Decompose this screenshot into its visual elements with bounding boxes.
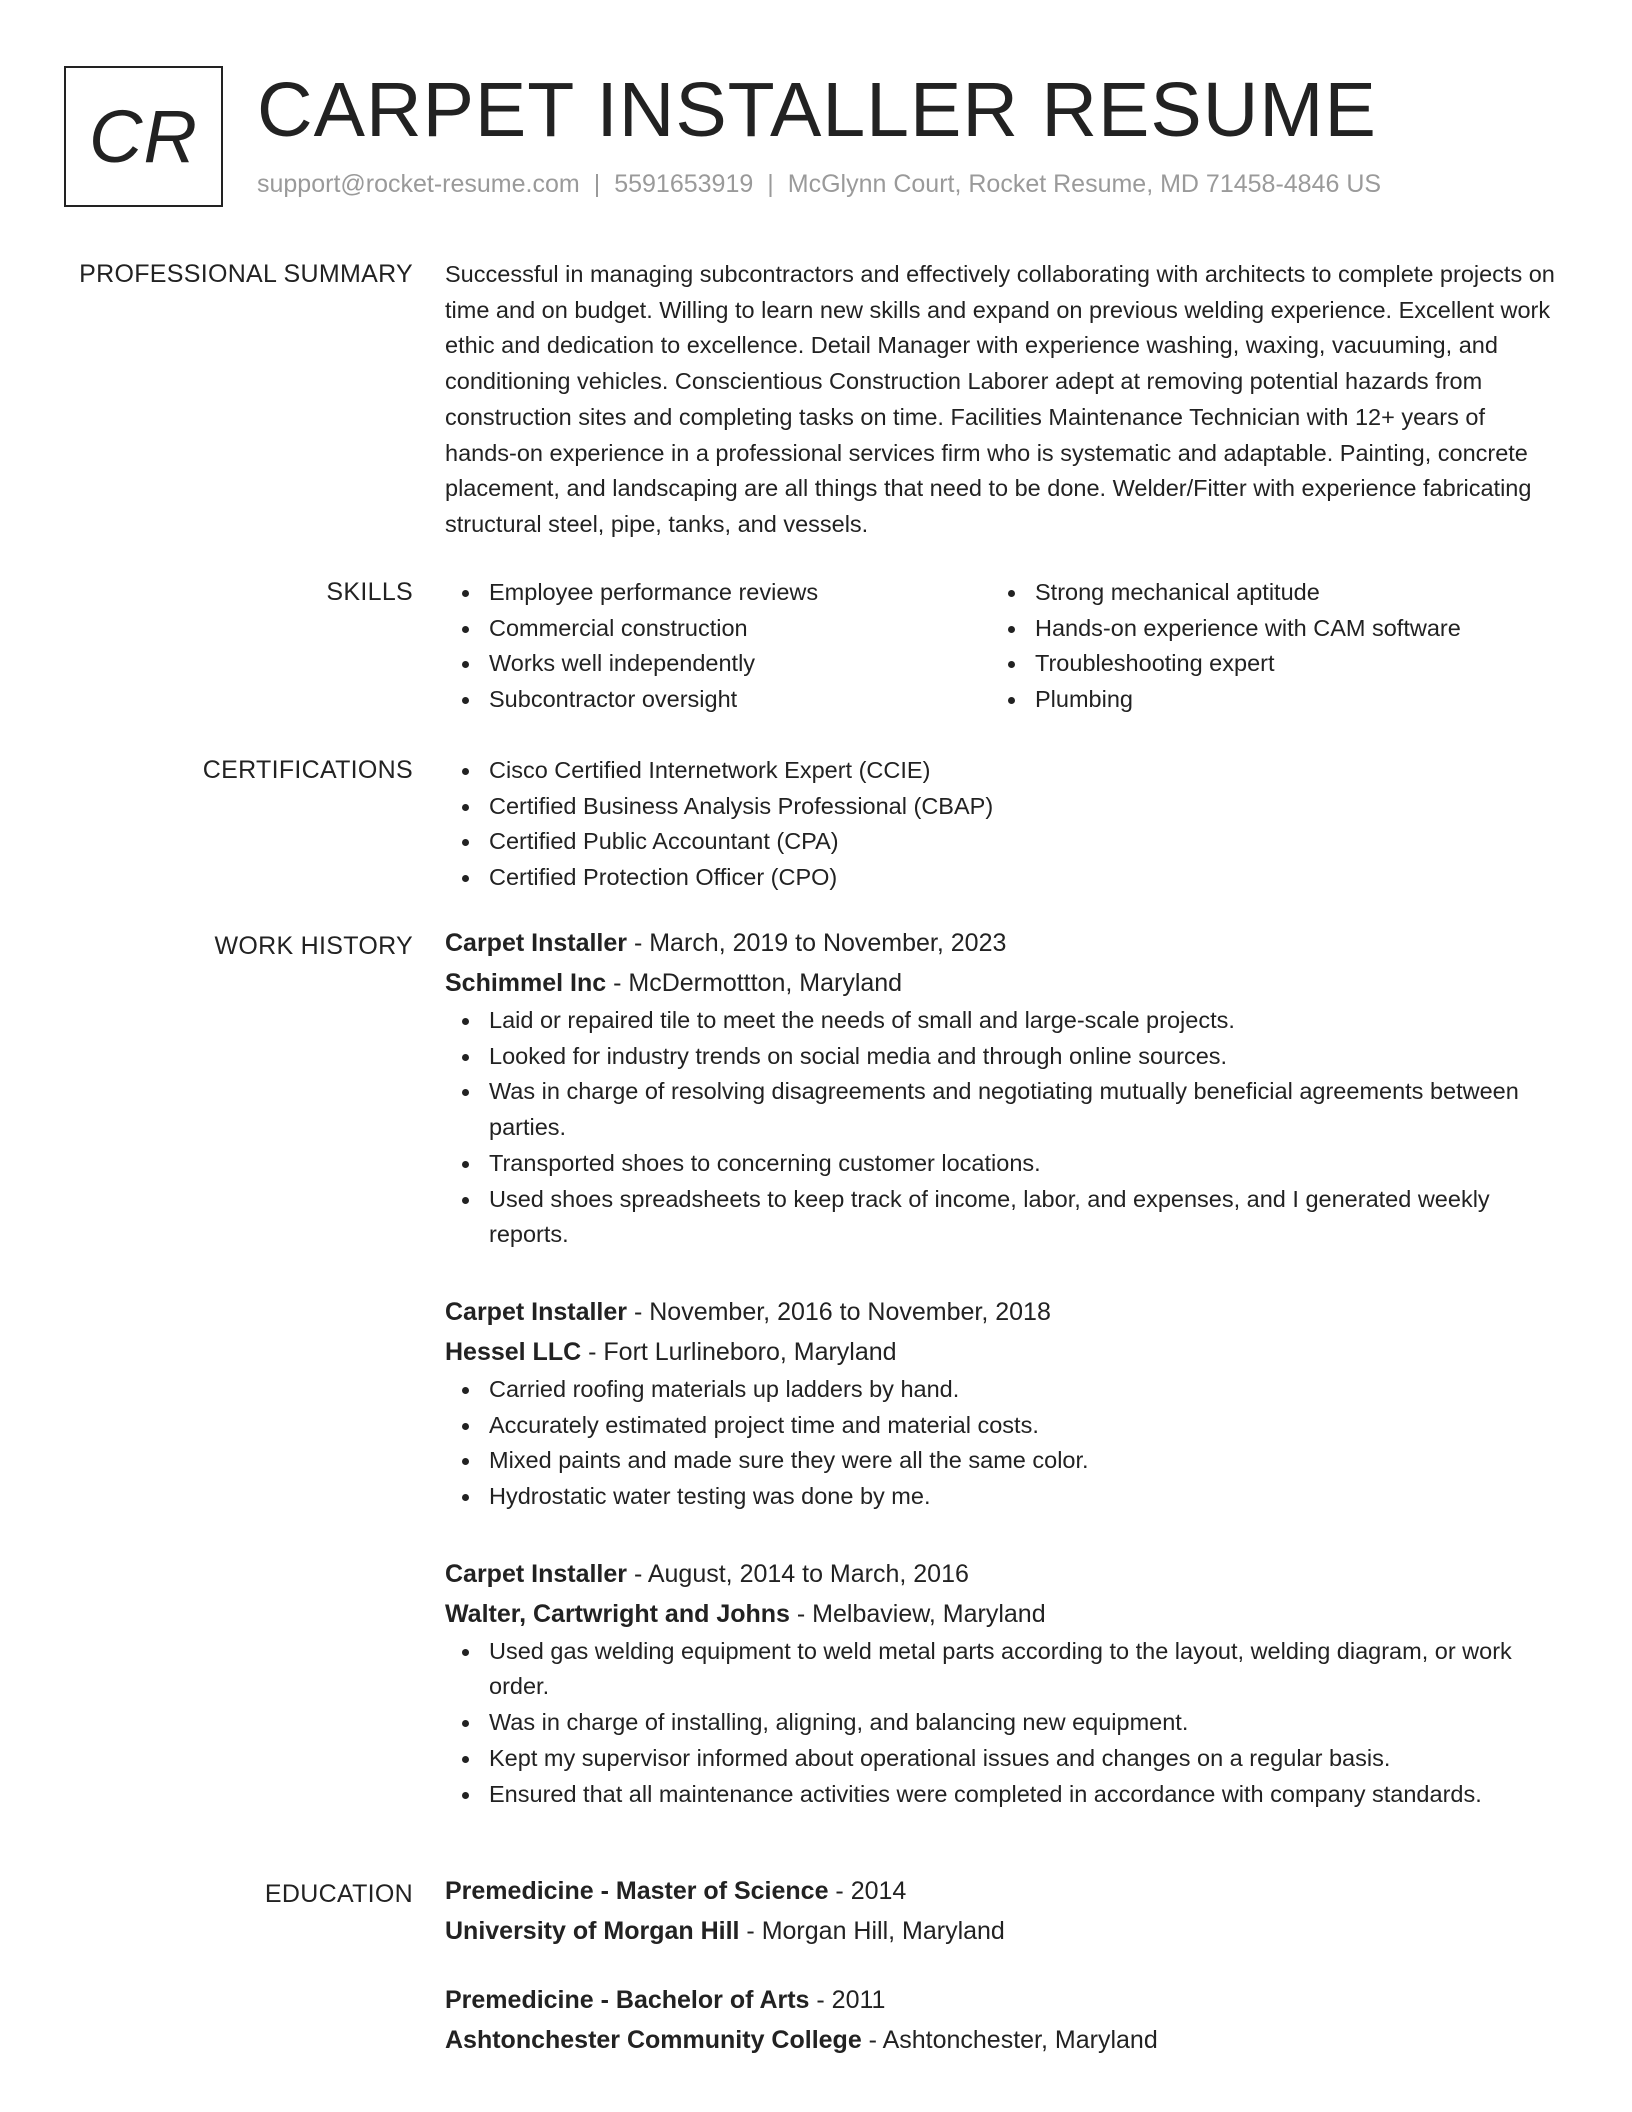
contact-line [257,170,1381,199]
skill-item: Plumbing [991,682,1537,718]
job-duty-item: Was in charge of installing, aligning, and balancing new equipment. [445,1705,1560,1741]
job-duty-item: Transported shoes to concerning customer locations. [445,1146,1560,1182]
job-title-line [445,923,1560,963]
skill-item: Strong mechanical aptitude [991,575,1537,611]
education-degree: Premedicine - Bachelor of Arts [445,1986,810,2014]
section-label-work-history: WORK HISTORY [214,932,413,960]
summary-text: Successful in managing subcontractors and effectively collaborating with architects to complete projects on time and on budget. Willing to learn new skills and expand on previous welding experience. Excellent work ethic and dedication to excellence. Detail Manager with experience washing, waxing, vacuuming, and conditioning vehicles. Conscientious Construction Laborer adept at removing potential hazards from construction sites and completing tasks on time. Facilities Maintenance Technician with 12+ years of hands-on experience in a professional services firm who is systematic and adaptable. Painting, concrete placement, and landscaping are all things that need to be done. Welder/Fitter with experience fabricating structural steel, pipe, tanks, and vessels. [445,261,1555,537]
job-duty-item: Kept my supervisor informed about operational issues and changes on a regular basis. [445,1741,1560,1777]
education-school-line [445,1911,1560,1951]
education-degree: Premedicine - Master of Science [445,1877,829,1905]
job-duty-item: Carried roofing materials up ladders by hand. [445,1372,1560,1408]
job-company-line [445,1594,1560,1634]
job-duties-list [445,1003,1560,1253]
certification-item: Certified Public Accountant (CPA) [445,824,1560,860]
job-duties-list [445,1372,1560,1515]
job-company: Schimmel Inc [445,969,607,997]
job-duty-item: Ensured that all maintenance activities were completed in accordance with company standards. [445,1777,1560,1813]
skill-item: Hands-on experience with CAM software [991,611,1537,647]
education-school-line [445,2020,1560,2060]
skills-section [445,575,1560,718]
job-title: Carpet Installer [445,1297,628,1326]
job-dates: - August, 2014 to March, 2016 [627,1559,969,1588]
education-school: University of Morgan Hill [445,1917,740,1945]
skill-item: Commercial construction [445,611,991,647]
job-duty-item: Laid or repaired tile to meet the needs of small and large-scale projects. [445,1003,1560,1039]
education-degree-line [445,1980,1560,2020]
job-title: Carpet Installer [445,1559,628,1588]
resume-title: CARPET INSTALLER RESUME [257,67,1377,153]
education-entry [445,1871,1560,1951]
resume-header [64,66,1568,216]
contact-address: McGlynn Court, Rocket Resume, MD 71458-4846 US [787,170,1382,198]
job-duty-item: Used shoes spreadsheets to keep track of income, labor, and expenses, and I generated weekly reports. [445,1182,1560,1253]
job-duty-item: Looked for industry trends on social media and through online sources. [445,1039,1560,1075]
job-company-line [445,963,1560,1003]
job-entry [445,923,1560,1253]
summary-section [445,257,1560,543]
certifications-section [445,753,1560,896]
job-duty-item: Hydrostatic water testing was done by me. [445,1479,1560,1515]
certifications-list [445,753,1560,896]
education-year: - 2011 [809,1986,886,2014]
skills-list-right [991,575,1537,718]
monogram-logo: CR [64,66,223,207]
work-history-section [445,923,1560,1851]
skills-list-left [445,575,991,718]
education-school: Ashtonchester Community College [445,2026,862,2054]
job-duty-item: Accurately estimated project time and material costs. [445,1408,1560,1444]
education-section [445,1871,1560,2060]
skill-item: Works well independently [445,646,991,682]
job-duty-item: Was in charge of resolving disagreements and negotiating mutually beneficial agreements between parties. [445,1074,1560,1145]
section-label-skills: SKILLS [326,578,413,606]
job-duty-item: Used gas welding equipment to weld metal parts according to the layout, welding diagram, or work order. [445,1634,1560,1705]
job-location: - McDermottton, Maryland [606,969,903,997]
certification-item: Cisco Certified Internetwork Expert (CCIE) [445,753,1560,789]
job-dates: - March, 2019 to November, 2023 [627,929,1007,957]
job-location: - Fort Lurlineboro, Maryland [581,1337,897,1366]
job-company: Walter, Cartwright and Johns [445,1599,790,1628]
section-label-education: EDUCATION [264,1880,413,1908]
job-entry [445,1292,1560,1515]
certification-item: Certified Business Analysis Professional (CBAP) [445,789,1560,825]
contact-phone[interactable]: 5591653919 [614,170,754,198]
job-location: - Melbaview, Maryland [789,1599,1046,1628]
education-location: - Ashtonchester, Maryland [861,2026,1158,2054]
contact-separator: | [593,170,601,198]
education-location: - Morgan Hill, Maryland [739,1917,1005,1945]
job-entry [445,1554,1560,1813]
skill-item: Subcontractor oversight [445,682,991,718]
contact-separator: | [767,170,774,198]
job-duties-list [445,1634,1560,1813]
job-title-line [445,1554,1560,1594]
education-year: - 2014 [828,1877,907,1905]
section-label-certifications: CERTIFICATIONS [202,756,413,784]
job-duty-item: Mixed paints and made sure they were all the same color. [445,1443,1560,1479]
job-dates: - November, 2016 to November, 2018 [627,1297,1051,1326]
certification-item: Certified Protection Officer (CPO) [445,860,1560,896]
education-entry [445,1980,1560,2060]
job-title: Carpet Installer [445,929,628,957]
education-degree-line [445,1871,1560,1911]
section-label-summary: PROFESSIONAL SUMMARY [79,260,413,288]
job-title-line [445,1292,1560,1332]
job-company: Hessel LLC [445,1337,582,1366]
skill-item: Troubleshooting expert [991,646,1537,682]
contact-email[interactable]: support@rocket-resume.com [257,170,580,198]
skill-item: Employee performance reviews [445,575,991,611]
job-company-line [445,1332,1560,1372]
